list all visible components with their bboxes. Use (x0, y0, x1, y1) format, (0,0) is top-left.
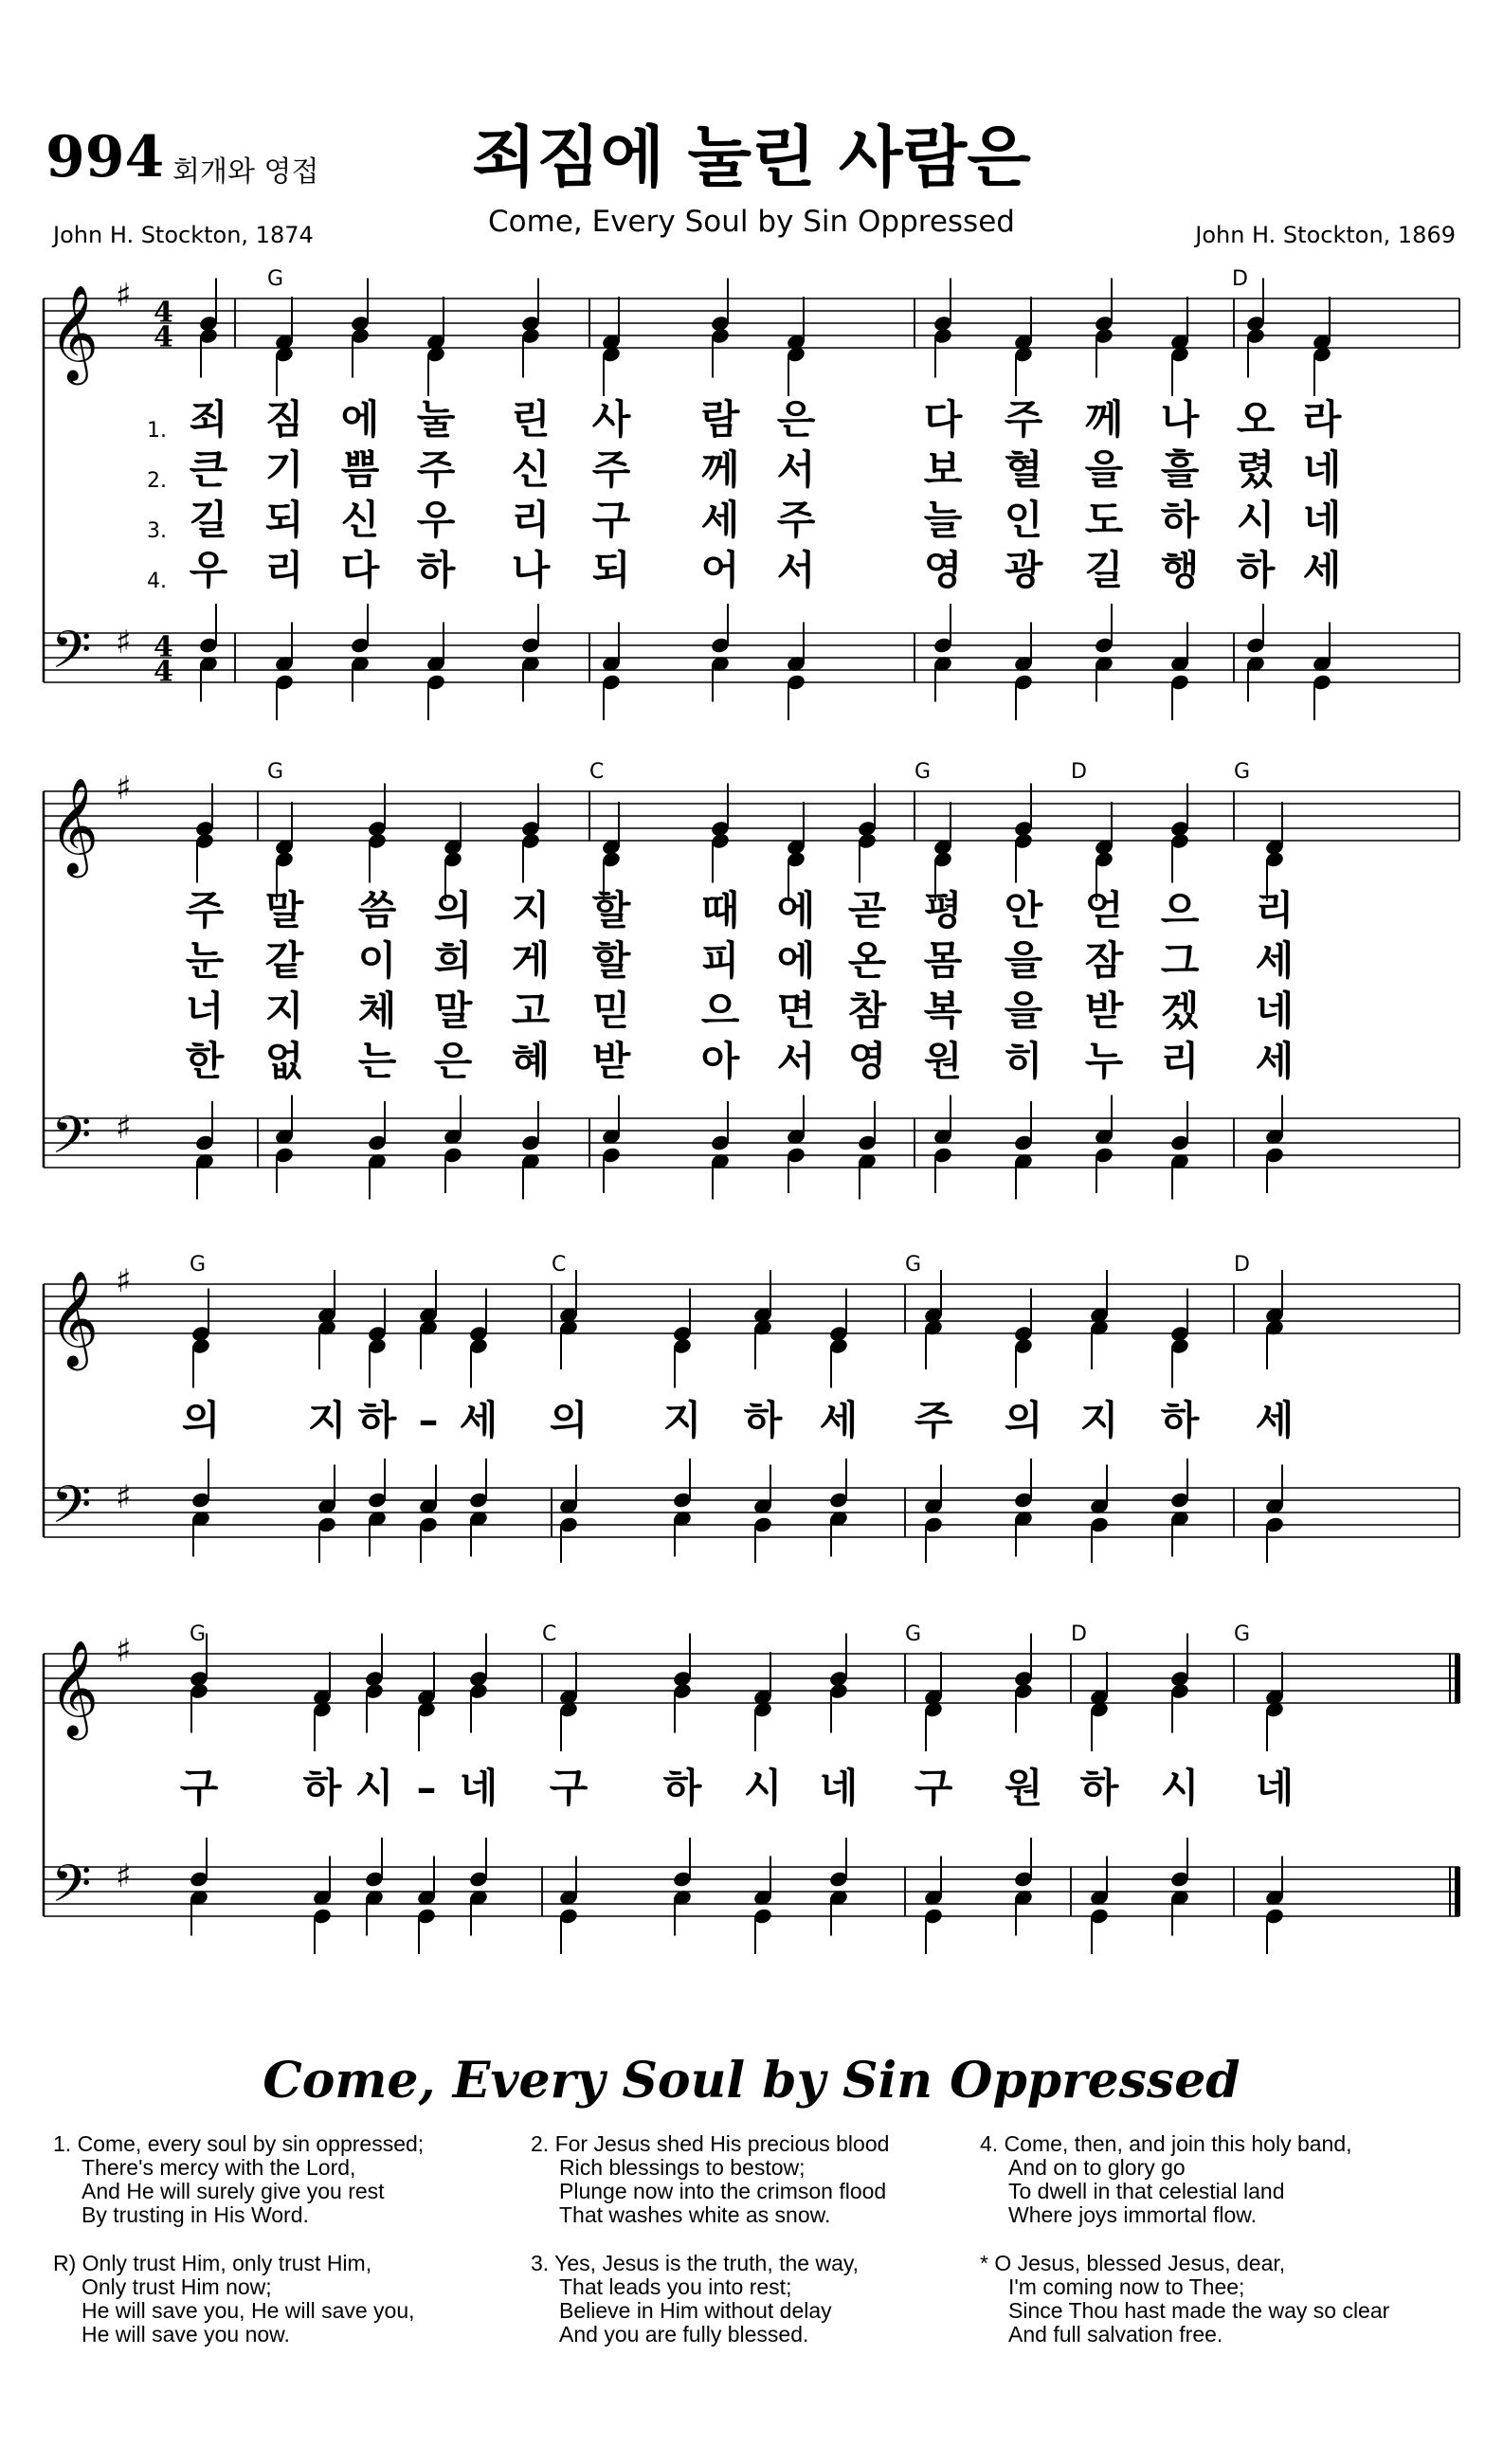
bass-clef-icon: 𝄢 (51, 1854, 92, 1927)
lyric-syllable: 라 (1302, 396, 1342, 443)
lyric-syllable: 말 (264, 887, 304, 933)
lyric-syllable: 세 (819, 1397, 859, 1443)
time-signature-numerator: 4 (154, 630, 173, 664)
lyric-syllable: 되 (264, 497, 304, 543)
chord-symbol: D (1232, 267, 1248, 291)
lyric-syllable: 네 (1255, 987, 1295, 1034)
lyric-syllable: 희 (433, 937, 473, 984)
chord-symbol: G (905, 1253, 922, 1277)
lyric-syllable: 시 (1160, 1765, 1200, 1811)
lyric-syllable: 구 (914, 1765, 953, 1811)
lyric-syllable: 죄 (189, 396, 228, 443)
lyric-syllable: 하 (662, 1765, 702, 1811)
chord-symbol: G (190, 1253, 207, 1277)
lyric-syllable: 지 (264, 987, 304, 1034)
chord-symbol: G (1234, 1622, 1251, 1646)
lyric-syllable: 하 (1236, 547, 1276, 593)
chord-symbol: C (589, 760, 605, 784)
hymn-category: 회개와 영접 (172, 155, 319, 189)
lyric-syllable: 세 (1255, 1038, 1295, 1084)
lyric-syllable: 평 (923, 887, 963, 933)
lyric-syllable: 때 (700, 887, 740, 933)
sharp-icon: ♯ (116, 623, 132, 661)
lyric-syllable: 피 (700, 937, 740, 984)
lyric-syllable: 행 (1160, 547, 1200, 593)
sharp-icon: ♯ (116, 1108, 132, 1147)
chord-symbol: G (1234, 760, 1251, 784)
lyric-syllable: 흘 (1160, 446, 1200, 493)
lyric-syllable: 세 (1255, 1397, 1295, 1443)
verse-number: 4. (147, 570, 167, 593)
stanza-line: Believe in Him without delay (559, 2298, 832, 2323)
lyric-syllable: 참 (847, 987, 887, 1034)
stanza-line: By trusting in His Word. (81, 2202, 309, 2227)
lyric-syllable: 의 (549, 1397, 589, 1443)
lyric-syllable: 다 (340, 547, 380, 593)
lyric-syllable: 린 (511, 396, 551, 443)
lyric-syllable: 리 (511, 497, 551, 543)
lyric-syllable: 지 (1079, 1397, 1119, 1443)
stanza-line: He will save you now. (81, 2322, 290, 2346)
lyric-syllable: 보 (923, 446, 963, 493)
lyric-syllable: 에 (340, 396, 380, 443)
sharp-icon: ♯ (116, 276, 132, 315)
stanza-line: And full salvation free. (1008, 2322, 1223, 2346)
stanza-line: 4. Come, then, and join this holy band, (980, 2131, 1352, 2156)
lyric-syllable: 혜 (511, 1038, 551, 1084)
lyric-syllable: 눌 (416, 396, 456, 443)
stanza-line: And He will surely give you rest (81, 2179, 385, 2203)
lyric-syllable: 하 (302, 1765, 342, 1811)
lyric-syllable: 큰 (189, 446, 228, 493)
verse-number: 3. (147, 519, 167, 543)
stanza-line: To dwell in that celestial land (1008, 2179, 1285, 2203)
lyric-syllable: 서 (776, 547, 816, 593)
lyric-syllable: 길 (189, 497, 228, 543)
stanza-line: There's mercy with the Lord, (81, 2155, 356, 2180)
stanza-line: 3. Yes, Jesus is the truth, the way, (531, 2251, 860, 2275)
lyric-syllable: 체 (357, 987, 397, 1034)
lyric-syllable: 구 (549, 1765, 589, 1811)
lyric-syllable: 주 (1004, 396, 1043, 443)
stanza-line: * O Jesus, blessed Jesus, dear, (980, 2251, 1286, 2275)
lyric-syllable: 은 (433, 1038, 473, 1084)
lyric-syllable: 세 (459, 1397, 498, 1443)
sharp-icon: ♯ (116, 1261, 132, 1300)
lyric-syllable: 의 (433, 887, 473, 933)
stanza-line: Rich blessings to bestow; (559, 2155, 806, 2180)
stanza-line: He will save you, He will save you, (81, 2298, 415, 2323)
english-stanza (980, 2132, 1389, 2227)
lyric-syllable: 오 (1236, 396, 1276, 443)
hymn-subtitle: Come, Every Soul by Sin Oppressed (488, 205, 1015, 239)
stanza-line: And you are fully blessed. (559, 2322, 809, 2346)
time-signature-denominator: 4 (154, 655, 173, 689)
lyric-syllable: 주 (914, 1397, 953, 1443)
lyric-syllable: 의 (1004, 1397, 1043, 1443)
bass-clef-icon: 𝄢 (51, 1105, 92, 1178)
lyric-syllable: 어 (700, 547, 740, 593)
lyric-syllable: 인 (1004, 497, 1043, 543)
lyric-syllable: 영 (923, 547, 963, 593)
lyric-syllable: 서 (776, 1038, 816, 1084)
english-stanza (531, 2252, 889, 2346)
lyric-syllable: 광 (1004, 547, 1043, 593)
lyric-syllable: 다 (923, 396, 963, 443)
lyric-syllable: 하 (1160, 1397, 1200, 1443)
time-signature-denominator: 4 (154, 320, 173, 354)
verse-number: 1. (147, 419, 167, 443)
chord-symbol: C (552, 1253, 567, 1277)
lyric-syllable: 세 (1255, 937, 1295, 984)
lyric-syllable: 으 (700, 987, 740, 1034)
lyric-syllable: 게 (511, 937, 551, 984)
lyric-syllable: 하 (357, 1397, 397, 1443)
lyric-syllable: 께 (1084, 396, 1124, 443)
stanza-line: And on to glory go (1008, 2155, 1186, 2180)
lyric-syllable: 너 (185, 987, 225, 1034)
lyric-syllable: 없 (264, 1038, 304, 1084)
chord-symbol: D (1071, 760, 1087, 784)
lyric-syllable: 네 (1255, 1765, 1295, 1811)
lyric-syllable: 께 (700, 446, 740, 493)
lyric-syllable: 믿 (591, 987, 631, 1034)
lyric-syllable: 온 (847, 937, 887, 984)
lyric-syllable: 신 (340, 497, 380, 543)
stanza-line: 1. Come, every soul by sin oppressed; (53, 2131, 425, 2156)
treble-clef-icon: 𝄞 (49, 283, 100, 381)
lyric-syllable: 리 (1160, 1038, 1200, 1084)
lyric-syllable: 구 (179, 1765, 219, 1811)
lyric-syllable: 람 (700, 396, 740, 443)
chord-symbol: D (1071, 1622, 1087, 1646)
lyric-syllable: 시 (743, 1765, 783, 1811)
verse-number: 2. (147, 469, 167, 493)
lyric-syllable: – (418, 1397, 439, 1443)
lyric-syllable: 네 (459, 1765, 498, 1811)
lyric-syllable: 주 (776, 497, 816, 543)
lyrics-credit: John H. Stockton, 1874 (53, 222, 314, 248)
bass-clef-icon: 𝄢 (51, 1475, 92, 1548)
lyric-syllable: 누 (1084, 1038, 1124, 1084)
lyric-syllable: 하 (1160, 497, 1200, 543)
lyric-syllable: 을 (1004, 987, 1043, 1034)
treble-clef-icon: 𝄞 (49, 1639, 100, 1736)
lyric-syllable: 은 (776, 396, 816, 443)
lyric-syllable: 우 (416, 497, 456, 543)
lyric-syllable: 서 (776, 446, 816, 493)
english-column-1 (53, 2132, 424, 2371)
lyric-syllable: 영 (847, 1038, 887, 1084)
lyric-syllable: 고 (511, 987, 551, 1034)
lyric-syllable: 쁨 (340, 446, 380, 493)
lyric-syllable: 겠 (1160, 987, 1200, 1034)
lyric-syllable: 그 (1160, 937, 1200, 984)
lyric-syllable: 신 (511, 446, 551, 493)
lyric-syllable: 하 (743, 1397, 783, 1443)
lyric-syllable: 주 (185, 887, 225, 933)
english-stanza (980, 2252, 1389, 2346)
time-signature-numerator: 4 (154, 296, 173, 330)
lyric-syllable: 할 (591, 937, 631, 984)
lyric-syllable: 을 (1004, 937, 1043, 984)
lyric-syllable: 기 (264, 446, 304, 493)
lyric-syllable: 길 (1084, 547, 1124, 593)
lyric-syllable: 네 (1302, 446, 1342, 493)
lyric-syllable: 시 (354, 1765, 394, 1811)
lyric-syllable: 나 (1160, 396, 1200, 443)
lyric-syllable: 이 (357, 937, 397, 984)
lyric-syllable: 아 (700, 1038, 740, 1084)
lyric-syllable: 복 (923, 987, 963, 1034)
chord-symbol: G (190, 1622, 207, 1646)
lyric-syllable: 세 (1302, 547, 1342, 593)
stanza-line: That washes white as snow. (559, 2202, 831, 2227)
hymn-title: 죄짐에 눌린 사람은 (472, 118, 1031, 196)
lyric-syllable: 네 (1302, 497, 1342, 543)
lyric-syllable: 하 (416, 547, 456, 593)
lyric-syllable: 얻 (1084, 887, 1124, 933)
treble-clef-icon: 𝄞 (49, 776, 100, 874)
lyric-syllable: 주 (416, 446, 456, 493)
stanza-line: Where joys immortal flow. (1008, 2202, 1258, 2227)
lyric-syllable: 면 (776, 987, 816, 1034)
lyric-syllable: 한 (185, 1038, 225, 1084)
lyric-syllable: 짐 (264, 396, 304, 443)
lyric-syllable: 되 (591, 547, 631, 593)
stanza-line: Plunge now into the crimson flood (559, 2179, 887, 2203)
bass-clef-icon: 𝄢 (51, 620, 92, 693)
lyric-syllable: 원 (1004, 1765, 1043, 1811)
chord-symbol: D (1234, 1253, 1250, 1277)
english-title: Come, Every Soul by Sin Oppressed (263, 2052, 1240, 2110)
lyric-syllable: 도 (1084, 497, 1124, 543)
english-stanza (53, 2252, 424, 2346)
chord-symbol: G (267, 760, 284, 784)
stanza-line: Only trust Him now; (81, 2274, 272, 2299)
lyric-syllable: 잠 (1084, 937, 1124, 984)
lyric-syllable: 안 (1004, 887, 1043, 933)
lyric-syllable: 는 (357, 1038, 397, 1084)
lyric-syllable: 주 (591, 446, 631, 493)
lyric-syllable: 우 (189, 547, 228, 593)
lyric-syllable: 리 (264, 547, 304, 593)
english-column-2 (531, 2132, 889, 2371)
chord-symbol: C (542, 1622, 557, 1646)
lyric-syllable: 사 (591, 396, 631, 443)
chord-symbol: G (267, 267, 284, 291)
chord-symbol: G (905, 1622, 922, 1646)
lyric-syllable: 지 (662, 1397, 702, 1443)
lyric-syllable: 지 (511, 887, 551, 933)
sharp-icon: ♯ (116, 1477, 132, 1516)
stanza-line: I'm coming now to Thee; (1008, 2274, 1245, 2299)
lyric-syllable: 의 (181, 1397, 221, 1443)
chord-symbol: G (914, 760, 932, 784)
lyric-syllable: 받 (1084, 987, 1124, 1034)
lyric-syllable: 을 (1084, 446, 1124, 493)
lyric-syllable: 리 (1255, 887, 1295, 933)
stanza-line: R) Only trust Him, only trust Him, (53, 2251, 372, 2275)
lyric-syllable: 나 (511, 547, 551, 593)
english-column-3 (980, 2132, 1389, 2371)
lyric-syllable: 하 (1079, 1765, 1119, 1811)
lyric-syllable: 혈 (1004, 446, 1043, 493)
lyric-syllable: 렸 (1236, 446, 1276, 493)
lyric-syllable: 지 (307, 1397, 347, 1443)
english-stanza (531, 2132, 889, 2227)
lyric-syllable: 말 (433, 987, 473, 1034)
lyric-syllable: 늘 (923, 497, 963, 543)
lyric-syllable: 같 (264, 937, 304, 984)
lyric-syllable: 원 (923, 1038, 963, 1084)
lyric-syllable: 에 (776, 937, 816, 984)
lyric-syllable: 으 (1160, 887, 1200, 933)
english-stanza (53, 2132, 424, 2227)
sharp-icon: ♯ (116, 1857, 132, 1895)
lyric-syllable: 히 (1004, 1038, 1043, 1084)
lyric-syllable: 네 (819, 1765, 859, 1811)
hymn-number: 994 (45, 124, 165, 190)
lyric-syllable: 곧 (847, 887, 887, 933)
lyric-syllable: 구 (591, 497, 631, 543)
lyric-syllable: – (416, 1765, 437, 1811)
music-credit: John H. Stockton, 1869 (1195, 222, 1456, 248)
stanza-line: Since Thou hast made the way so clear (1008, 2298, 1390, 2323)
sharp-icon: ♯ (116, 1631, 132, 1670)
lyric-syllable: 몸 (923, 937, 963, 984)
lyric-syllable: 에 (776, 887, 816, 933)
lyric-syllable: 시 (1236, 497, 1276, 543)
lyric-syllable: 세 (700, 497, 740, 543)
lyric-syllable: 할 (591, 887, 631, 933)
lyric-syllable: 눈 (185, 937, 225, 984)
sharp-icon: ♯ (116, 769, 132, 807)
treble-clef-icon: 𝄞 (49, 1269, 100, 1367)
lyric-syllable: 받 (591, 1038, 631, 1084)
lyric-syllable: 씀 (357, 887, 397, 933)
stanza-line: That leads you into rest; (559, 2274, 792, 2299)
stanza-line: 2. For Jesus shed His precious blood (531, 2131, 890, 2156)
